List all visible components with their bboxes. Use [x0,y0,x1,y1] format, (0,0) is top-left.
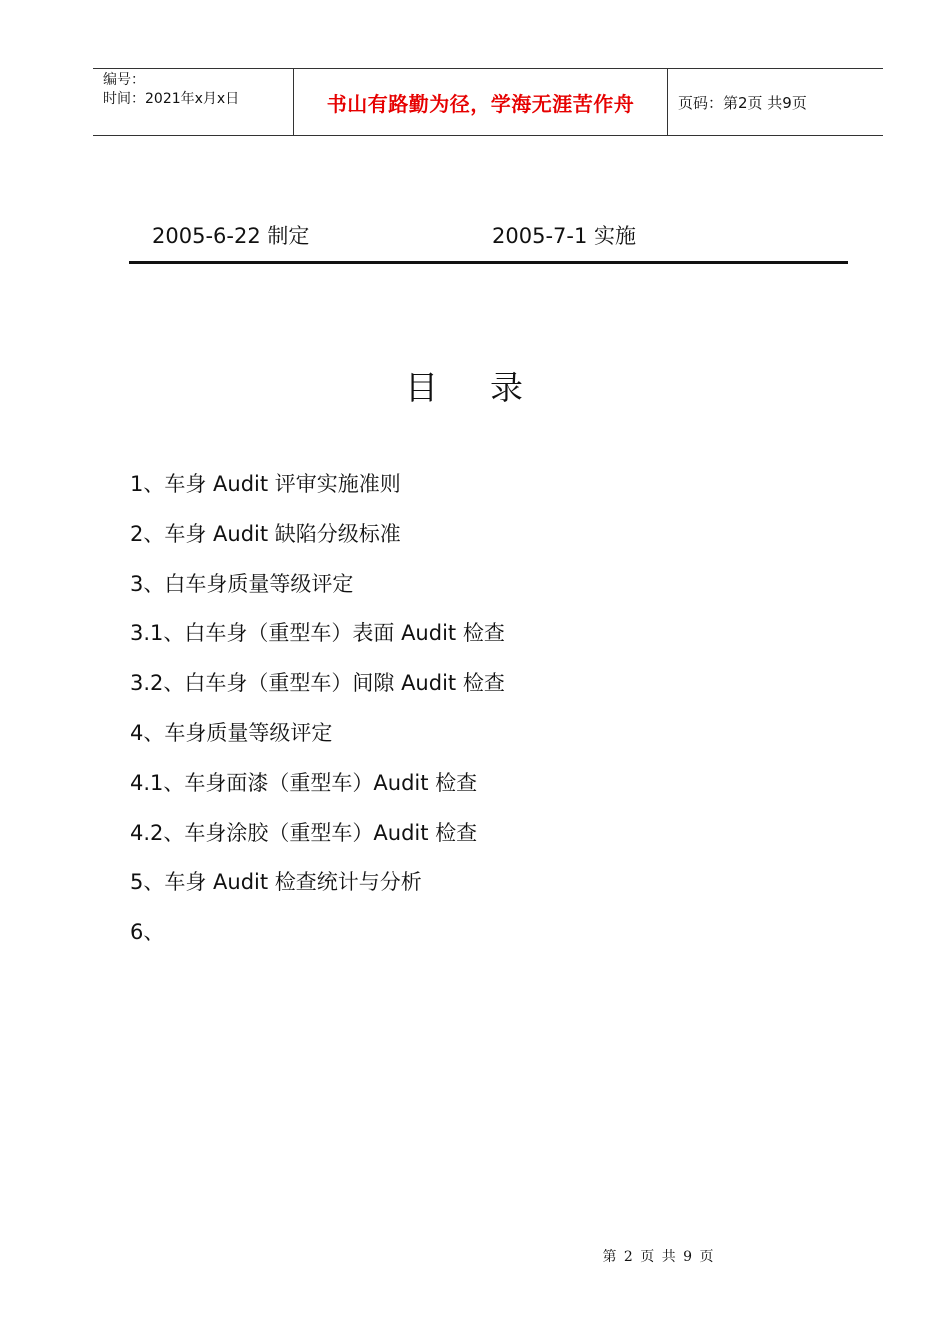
toc-item: 3.1、白车身（重型车）表面 Audit 检查 [130,621,505,646]
page-footer: 第 2 页 共 9 页 [602,1249,714,1265]
header-page-info: 页码：第2页 共9页 [678,93,807,112]
time-label: 时间：2021年x月x日 [103,91,240,107]
number-label: 编号： [103,72,145,88]
toc-item: 5、车身 Audit 检查统计与分析 [130,870,422,895]
effective-date: 2005-7-1 实施 [492,224,636,248]
toc-item: 3.2、白车身（重型车）间隙 Audit 检查 [130,671,505,696]
toc-item: 1、车身 Audit 评审实施准则 [130,472,401,496]
table-of-contents [130,468,505,966]
header-motto: 书山有路勤为径，学海无涯苦作舟 [294,69,668,135]
header-meta-cell [93,69,294,135]
title-divider [129,261,848,264]
document-header [93,68,883,136]
toc-item: 6、 [130,920,165,945]
toc-item: 3、白车身质量等级评定 [130,571,354,596]
toc-item: 4.1、车身面漆（重型车）Audit 检查 [130,770,478,795]
toc-title: 目录 [405,368,575,407]
toc-item: 4.2、车身涂胶（重型车）Audit 检查 [130,820,478,845]
toc-item: 2、车身 Audit 缺陷分级标准 [130,521,401,546]
toc-item: 4、车身质量等级评定 [130,720,333,745]
issue-date: 2005-6-22 制定 [152,224,310,248]
